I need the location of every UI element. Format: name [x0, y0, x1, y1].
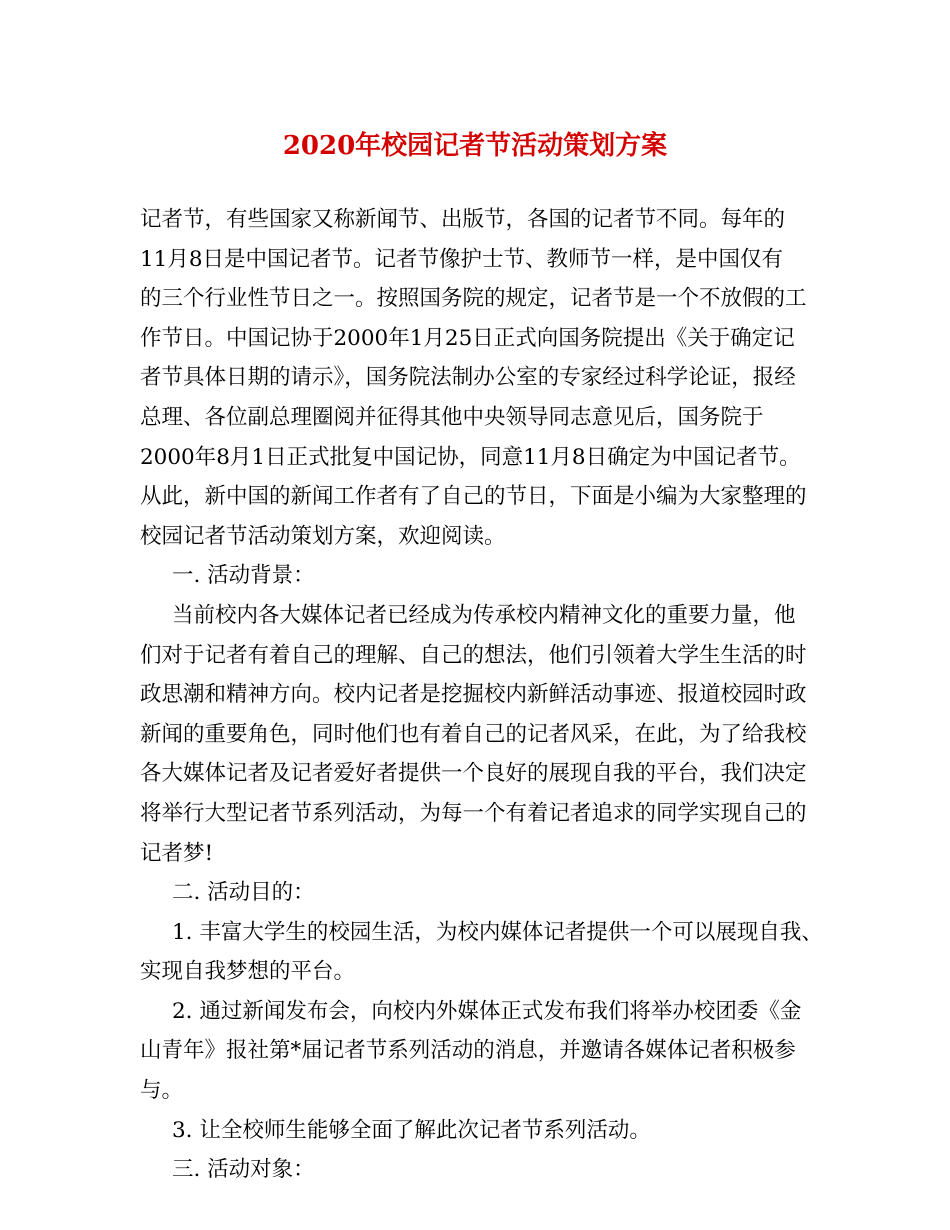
paragraph-line: 的三个行业性节日之一。按照国务院的规定，记者节是一个不放假的工	[140, 286, 807, 312]
paragraph-line: 记者节，有些国家又称新闻节、出版节，各国的记者节不同。每年的	[140, 207, 786, 232]
section-heading: 三. 活动对象：	[172, 1157, 315, 1183]
document-title: 2020年校园记者节活动策划方案	[282, 131, 668, 161]
list-item: 3. 让全校师生能够全面了解此次记者节系列活动。	[172, 1117, 651, 1143]
paragraph-line: 各大媒体记者及记者爱好者提供一个良好的展现自我的平台，我们决定	[140, 761, 807, 787]
list-item-continuation: 山青年》报社第*届记者节系列活动的消息，并邀请各媒体记者积极参	[140, 1038, 796, 1064]
paragraph-line: 们对于记者有着自己的理解、自己的想法，他们引领着大学生生活的时	[140, 642, 807, 668]
paragraph-line: 总理、各位副总理圈阅并征得其他中央领导同志意见后，国务院于	[140, 404, 764, 430]
section-heading: 二. 活动目的：	[172, 880, 315, 906]
paragraph-line: 11月8日是中国记者节。记者节像护士节、教师节一样，是中国仅有	[140, 246, 784, 272]
paragraph-line: 当前校内各大媒体记者已经成为传承校内精神文化的重要力量，他	[172, 602, 796, 628]
paragraph-line: 者节具体日期的请示》，国务院法制办公室的专家经过科学论证，报经	[140, 365, 796, 391]
list-item: 1. 丰富大学生的校园生活，为校内媒体记者提供一个可以展现自我、	[172, 919, 823, 945]
paragraph-line: 新闻的重要角色，同时他们也有着自己的记者风采，在此，为了给我校	[140, 721, 807, 747]
paragraph-line: 从此，新中国的新闻工作者有了自己的节日，下面是小编为大家整理的	[140, 484, 807, 510]
paragraph-line: 政思潮和精神方向。校内记者是挖掘校内新鲜活动事迹、报道校园时政	[140, 682, 807, 708]
list-item: 2. 通过新闻发布会，向校内外媒体正式发布我们将举办校团委《金	[172, 998, 802, 1024]
list-item-continuation: 实现自我梦想的平台。	[140, 959, 356, 985]
paragraph-line: 将举行大型记者节系列活动，为每一个有着记者追求的同学实现自己的	[140, 800, 807, 826]
section-heading: 一. 活动背景：	[172, 563, 315, 589]
paragraph-line: 记者梦!	[140, 840, 214, 866]
paragraph-line: 校园记者节活动策划方案，欢迎阅读。	[140, 523, 506, 549]
list-item-continuation: 与。	[140, 1078, 184, 1104]
document-body	[140, 200, 830, 1190]
paragraph-line: 2000年8月1日正式批复中国记协，同意11月8日确定为中国记者节。	[140, 444, 801, 470]
paragraph-line: 作节日。中国记协于2000年1月25日正式向国务院提出《关于确定记	[140, 325, 795, 351]
